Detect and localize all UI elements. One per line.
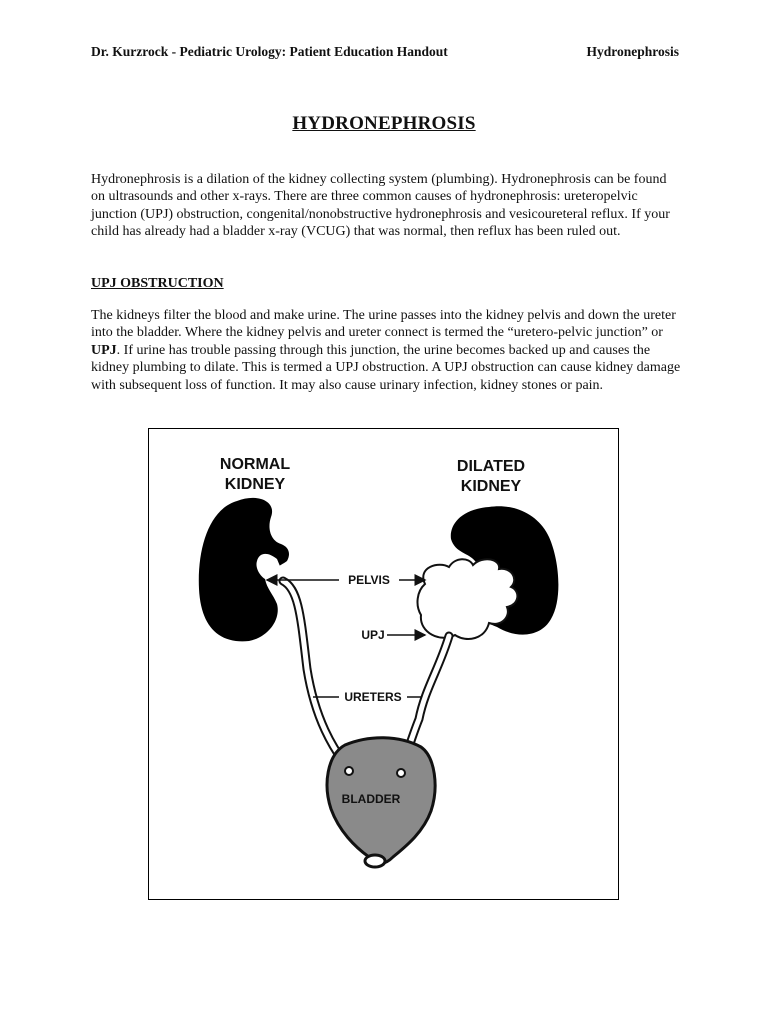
section-heading-upj: UPJ OBSTRUCTION [91,276,224,291]
pelvis-label: PELVIS [348,573,390,587]
upj-bold-term: UPJ [91,342,117,358]
intro-paragraph [91,171,681,241]
header-topic: Hydronephrosis [586,44,679,59]
header-source: Dr. Kurzrock - Pediatric Urology: Patient Education Handout [91,44,448,59]
ureters-label: URETERS [344,690,402,704]
normal-ureter [283,581,349,769]
normal-kidney-label-1: NORMAL [219,456,291,473]
bladder-label: BLADDER [341,792,401,806]
intro-text: Hydronephrosis is a dilation of the kidney collecting system (plumbing). Hydronephrosis can be found on ultrasounds and other x-rays. There are three common causes of hydronephrosis: ureteropelvic junction (UPJ) obstruction, congenital/nonobstructive hydronephrosis and vesicoureteral reflux. If your child has already had a bladder x-ray (VCUG) that was normal, then reflux has been ruled out. [91,172,670,240]
dilated-kidney-label-2: KIDNEY [460,478,522,495]
page-title: HYDRONEPHROSIS [292,113,476,134]
upj-label: UPJ [361,628,385,642]
kidney-diagram [148,428,619,900]
upj-text-before: The kidneys filter the blood and make urine. The urine passes into the kidney pelvis and down the ureter into the bladder. Where the kidney pelvis and ureter connect is termed the “uretero-pelvic junction” or [91,308,676,341]
upj-paragraph [91,307,681,394]
normal-kidney-label-2: KIDNEY [224,476,286,493]
upj-text-after: . If urine has trouble passing through this junction, the urine becomes backed up and causes the kidney plumbing to dilate. This is termed a UPJ obstruction. A UPJ obstruction can cause kidney damage with subsequent loss of function. It may also cause urinary infection, kidney stones or pain. [91,342,681,393]
page-header [91,44,679,60]
kidney-diagram-svg [149,429,620,901]
dilated-kidney-label-1: DILATED [456,458,526,475]
